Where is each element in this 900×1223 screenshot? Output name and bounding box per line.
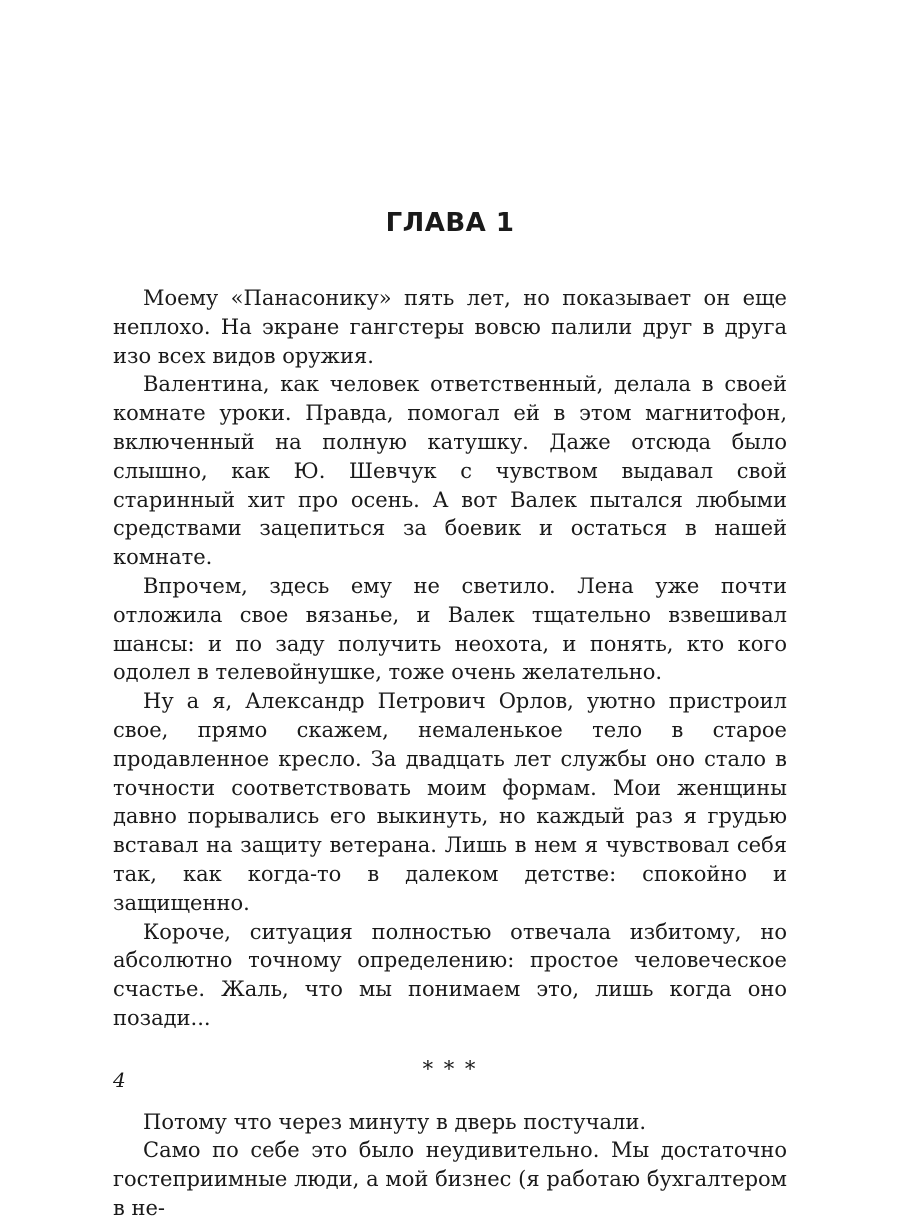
paragraph: Само по себе это было неудивительно. Мы достаточно гостеприимные люди, а мой бизнес (я работаю бухгалтером в не-	[113, 1138, 787, 1220]
section-separator: * * *	[422, 1056, 478, 1081]
paragraph: Моему «Панасонику» пять лет, но показывает он еще неплохо. На экране гангстеры вовсю палили друг в друга изо всех видов оружия.	[113, 286, 787, 368]
chapter-title: ГЛАВА 1	[385, 208, 515, 238]
paragraph: Валентина, как человек ответственный, делала в своей комнате уроки. Правда, помогал ей в этом магнитофон, включенный на полную катушку. Даже отсюда было слышно, как Ю. Шевчук с чувством выдавал свой старинный хит про осень. А вот Валек пытался любыми средствами зацепиться за боевик и остаться в нашей комнате.	[113, 372, 787, 570]
paragraph: Ну а я, Александр Петрович Орлов, уютно пристроил свое, прямо скажем, немаленькое тело в старое продавленное кресло. За двадцать лет службы оно стало в точности соответствовать моим формам. Мои женщины давно порывались его выкинуть, но каждый раз я грудью вставал на защиту ветерана. Лишь в нем я чувствовал себя так, как когда-то в далеком детстве: спокойно и защищенно.	[113, 689, 787, 915]
paragraph: Впрочем, здесь ему не светило. Лена уже почти отложила свое вязанье, и Валек тщательно взвешивал шансы: и по заду получить неохота, и понять, кто кого одолел в телевойнушке, тоже очень желательно.	[113, 573, 787, 685]
body-text	[113, 284, 787, 1223]
paragraph: Потому что через минуту в дверь постучали.	[143, 1109, 647, 1134]
paragraph: Короче, ситуация полностью отвечала избитому, но абсолютно точному определению: простое человеческое счастье. Жаль, что мы понимаем это, лишь когда оно позади...	[113, 919, 787, 1030]
page-number: 4	[113, 1068, 126, 1092]
